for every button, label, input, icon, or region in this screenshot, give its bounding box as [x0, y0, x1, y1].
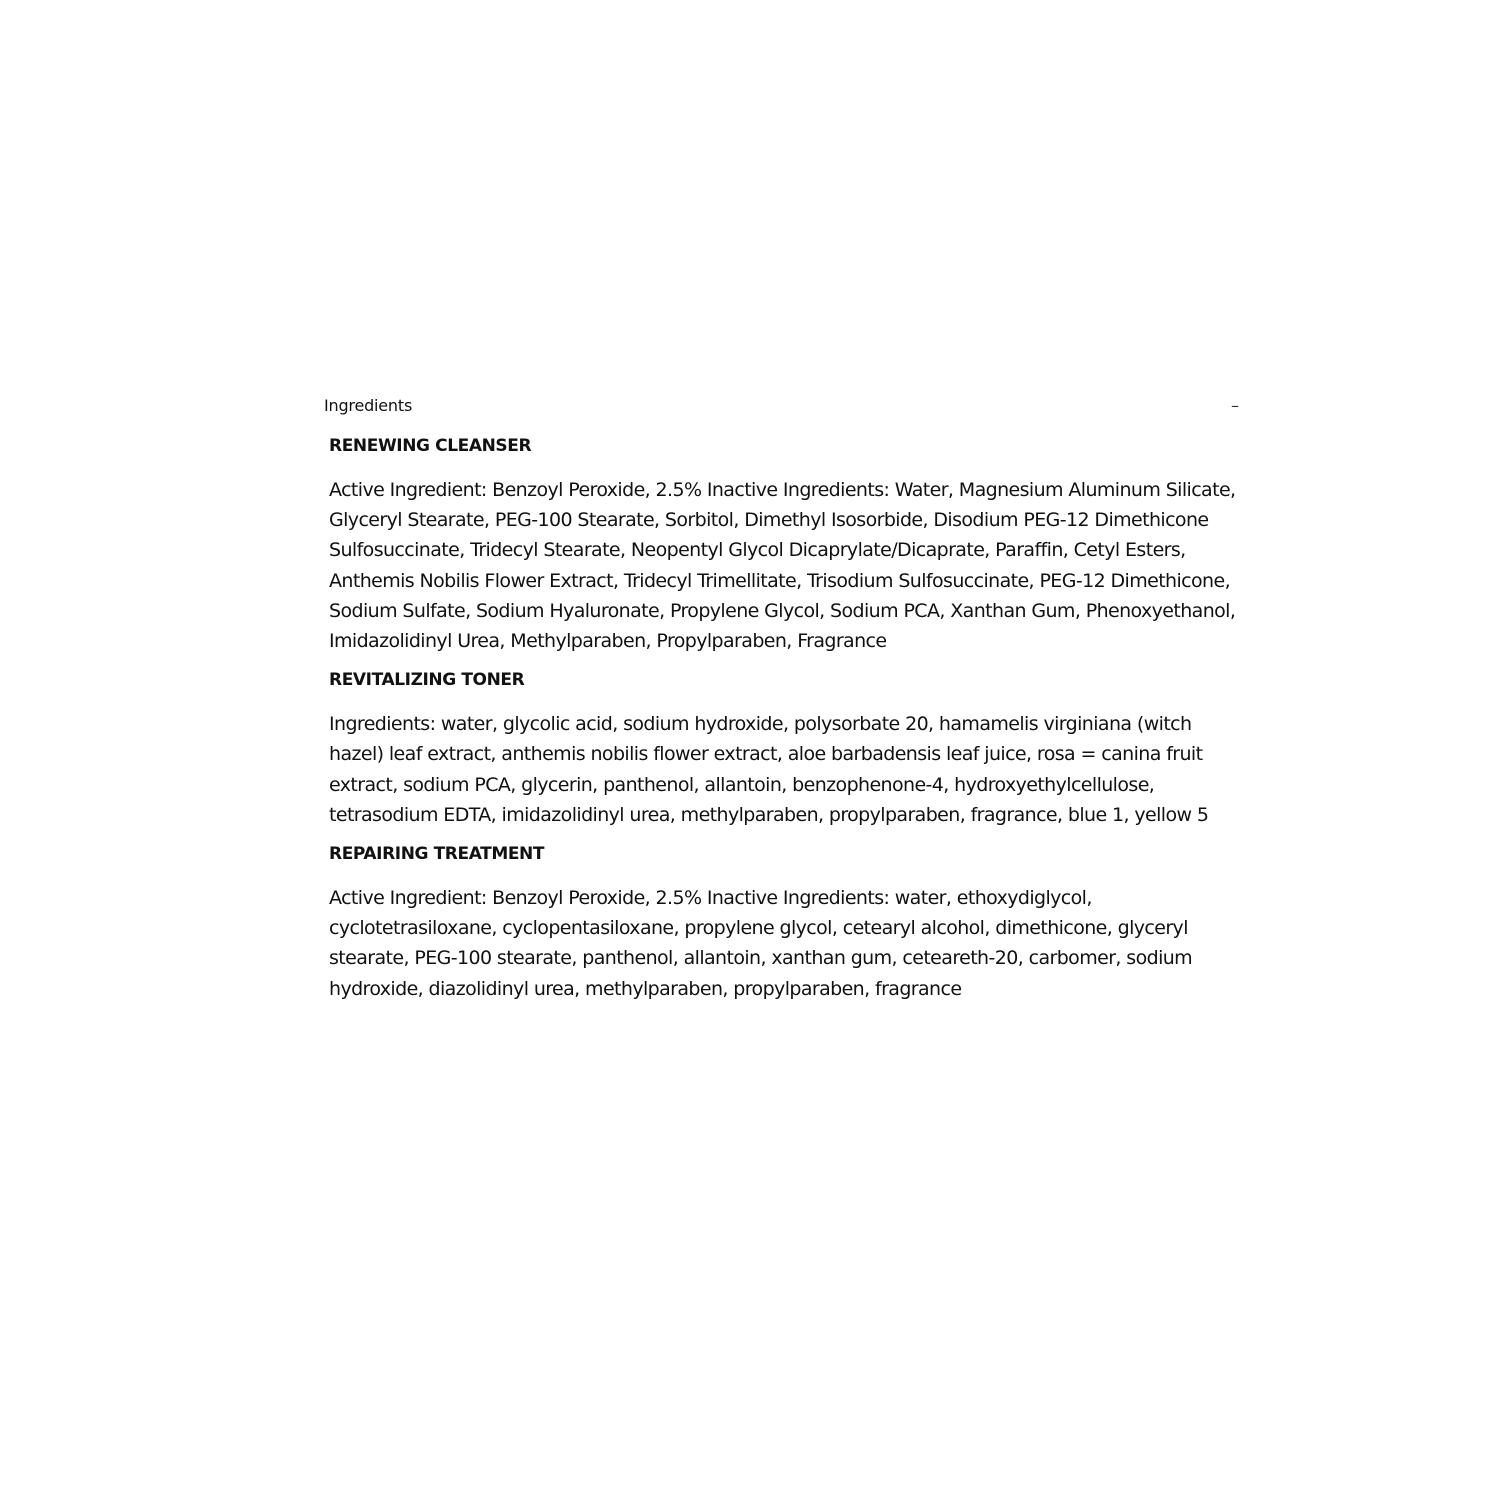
section-heading: RENEWING CLEANSER: [329, 436, 532, 456]
minus-icon[interactable]: –: [1231, 395, 1239, 415]
section-ingredients-text: Active Ingredient: Benzoyl Peroxide, 2.5% Inactive Ingredients: Water, Magnesium Aluminum Silicate, Glyceryl Stearate, PEG-100 Stearate, Sorbitol, Dimethyl Isosorbide, Disodium PEG-12 Dimethicone Sulfosuccinate, Tridecyl Stearate, Neopentyl Glycol Dicaprylate/Dicaprate, Paraffin, Cetyl Esters, Anthemis Nobilis Flower Extract, Tridecyl Trimellitate, Trisodium Sulfosuccinate, PEG-12 Dimethicone, Sodium Sulfate, Sodium Hyaluronate, Propylene Glycol, Sodium PCA, Xanthan Gum, Phenoxyethanol, Imidazolidinyl Urea, Methylparaben, Propylparaben, Fragrance: [329, 479, 1236, 653]
section-heading: REPAIRING TREATMENT: [329, 844, 545, 865]
section-ingredients-text: Ingredients: water, glycolic acid, sodium hydroxide, polysorbate 20, hamamelis virginiana (witch hazel) leaf extract, anthemis nobilis flower extract, aloe barbadensis leaf juice, rosa = canina fruit extract, sodium PCA, glycerin, panthenol, allantoin, benzophenone-4, hydroxyethylcellulose, tetrasodium EDTA, imidazolidinyl urea, methylparaben, propylparaben, fragrance, blue 1, yellow 5: [329, 713, 1209, 826]
accordion-title: Ingredients: [324, 395, 413, 415]
ingredients-accordion-header[interactable]: [324, 390, 1244, 420]
section-ingredients-text: Active Ingredient: Benzoyl Peroxide, 2.5% Inactive Ingredients: water, ethoxydiglycol, cyclotetrasiloxane, cyclopentasiloxane, propylene glycol, cetearyl alcohol, dimethicone, glyceryl stearate, PEG-100 stearate, panthenol, allantoin, xanthan gum, ceteareth-20, carbomer, sodium hydroxide, diazolidinyl urea, methylparaben, propylparaben, fragrance: [329, 887, 1193, 1000]
section-revitalizing-toner: [329, 668, 1244, 830]
section-heading: REVITALIZING TONER: [329, 670, 525, 691]
section-renewing-cleanser: [329, 434, 1244, 656]
section-repairing-treatment: [329, 842, 1244, 1004]
accordion-body: [324, 420, 1244, 1004]
ingredients-accordion: [324, 390, 1244, 1016]
